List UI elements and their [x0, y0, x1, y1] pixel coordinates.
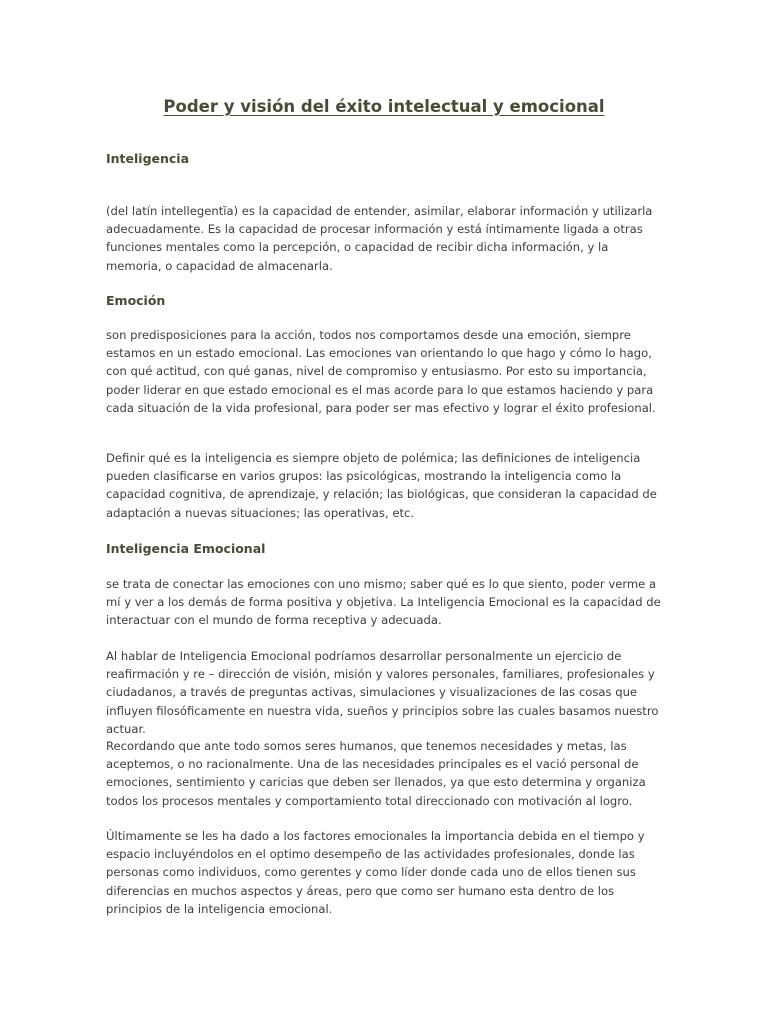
paragraph-inteligencia-definition: (del latín intellegentĭa) es la capacidad de entender, asimilar, elaborar información y utilizarla adecuadamente. Es la capacidad de procesar información y está íntimamente ligada a otras funciones mentales como la percepción, o capacidad de recibir dicha información, y la memoria, o capacidad de almacenarla. [106, 204, 653, 273]
paragraph-factores-emocionales: Últimamente se les ha dado a los factores emocionales la importancia debida en el tiempo y espacio incluyéndolos en el optimo desempeño de las actividades profesionales, donde las personas como individuos, como gerentes y como líder donde cada uno de ellos tienen sus diferencias en muchos aspectos y áreas, pero que como ser humano esta dentro de los principios de la inteligencia emocional. [106, 829, 645, 916]
document-title-text: Poder y visión del éxito intelectual y emocional [163, 97, 605, 116]
heading-inteligencia-emocional: Inteligencia Emocional [106, 541, 266, 556]
paragraph-inteligencia-emocional-definition: se trata de conectar las emociones con uno mismo; saber qué es lo que siento, poder verme a mí y ver a los demás de forma positiva y objetiva. La Inteligencia Emocional es la capacidad de interactuar con el mundo de forma receptiva y adecuada. [106, 577, 661, 628]
paragraph-reafirmacion: Al hablar de Inteligencia Emocional podríamos desarrollar personalmente un ejercicio de reafirmación y re – dirección de visión, misión y valores personales, familiares, profesionales y ciudadanos, a través de preguntas activas, simulaciones y visualizaciones de las cosas que influyen filosóficamente en nuestra vida, sueños y principios sobre las cuales basamos nuestro actuar. [106, 649, 659, 736]
paragraph-emocion-definition: son predisposiciones para la acción, todos nos comportamos desde una emoción, siempre estamos en un estado emocional. Las emociones van orientando lo que hago y cómo lo hago, con qué actitud, con qué ganas, nivel de compromiso y entusiasmo. Por esto su importancia, poder liderar en que estado emocional es el mas acorde para lo que estamos haciendo y para cada situación de la vida profesional, para poder ser mas efectivo y lograr el éxito profesional. [106, 328, 656, 415]
heading-inteligencia: Inteligencia [106, 151, 190, 166]
document-title [0, 95, 768, 119]
paragraph-inteligencia-polemica: Definir qué es la inteligencia es siempre objeto de polémica; las definiciones de inteligencia pueden clasificarse en varios grupos: las psicológicas, mostrando la inteligencia como la capacidad cognitiva, de aprendizaje, y relación; las biológicas, que consideran la capacidad de adaptación a nuevas situaciones; las operativas, etc. [106, 451, 657, 520]
paragraph-necesidades: Recordando que ante todo somos seres humanos, que tenemos necesidades y metas, las aceptemos, o no racionalmente. Una de las necesidades principales es el vació personal de emociones, sentimiento y caricias que deben ser llenados, ya que esto determina y organiza todos los procesos mentales y comportamiento total direccionado con motivación al logro. [106, 739, 646, 808]
heading-emocion: Emoción [106, 293, 166, 308]
